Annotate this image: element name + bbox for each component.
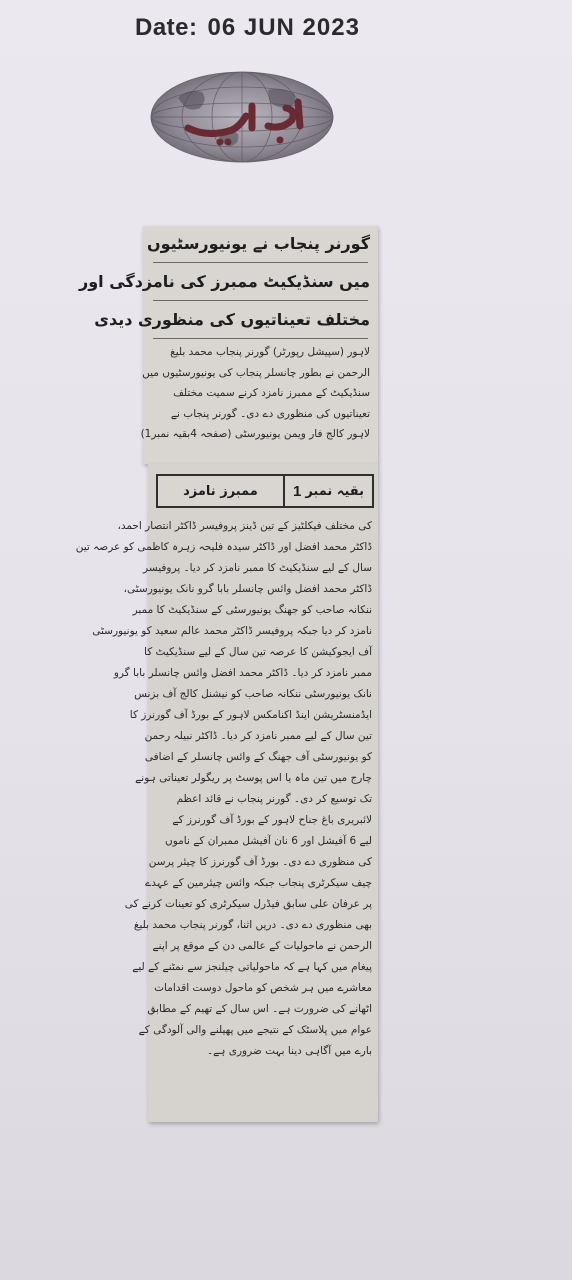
article-body [75,516,372,1062]
intro-line: تعیناتیوں کی منظوری دے دی۔ گورنر پنجاب نے [170,407,370,420]
body-line: بارے میں آگاہی دینا بہت ضروری ہے۔ [206,1045,372,1057]
body-line: آف ایجوکیشن کا عرصہ تین سال کے لیے سنڈیکیٹ کا [144,646,372,658]
body-line: لیے 6 آفیشل اور 6 نان آفیشل ممبران کے ناموں [165,835,372,847]
date-label: Date: [135,14,198,41]
headline-line-2: میں سنڈیکیٹ ممبرز کی نامزدگی اور [78,272,370,291]
headline-divider [153,338,368,339]
body-line: سال کے لیے سنڈیکیٹ کا ممبر نامزد کر دیا۔ پروفیسر [143,562,372,574]
continuation-header [156,474,374,508]
body-line: ڈاکٹر محمد افضل اور ڈاکٹر سیدہ فلیحہ زہرہ کاظمی کو عرصہ تین [75,541,372,553]
body-line: ممبر نامزد کر دیا۔ ڈاکٹر محمد افضل وائس چانسلر بابا گرو [113,667,372,679]
continuation-number: 1 [292,482,302,500]
body-line: کی منظوری دے دی۔ بورڈ آف گورنرز کا چیئر پرسن [148,856,372,868]
body-line: کو یونیورسٹی آف جھنگ کے وائس چانسلر کے اضافی [144,751,372,763]
body-line: اٹھانے کی ضرورت ہے۔ اس سال کے تھیم کے مطابق [147,1003,372,1015]
article-intro [140,342,370,445]
body-line: نامزد کر دیا جبکہ پروفیسر ڈاکٹر محمد عالم سعید کو یونیورسٹی [92,625,372,637]
intro-line: سنڈیکیٹ کے ممبرز نامزد کرنے سمیت مختلف [173,387,370,399]
date-stamp [135,12,375,44]
intro-line: لاہور کالج فار ویمن یونیورسٹی (صفحہ 4بقیہ نمبر1) [140,428,370,440]
continuation-title: ممبرز نامزد [183,483,258,499]
body-line: ایڈمنسٹریشن اینڈ اکنامکس لاہور کے بورڈ آف گورنرز کا [129,709,372,721]
headline-line-1: گورنر پنجاب نے یونیورسٹیوں [146,234,370,253]
body-line: ڈاکٹر محمد افضل وائس چانسلر بابا گرو نانک یونیورسٹی، [123,583,372,595]
body-line: الرحمن نے ماحولیات کے عالمی دن کے موقع پر اپنے [152,940,372,952]
body-line: معاشرے میں ہر شخص کو ماحول دوست اقدامات [154,982,372,994]
body-line: بھی منظوری دے دی۔ دریں اثنا، گورنر پنجاب محمد بلیغ [133,919,372,931]
body-line: تین سال کے لیے ممبر نامزد کر دیا۔ ڈاکٹر نبیلہ رحمن [144,730,372,742]
body-line: چیف سیکرٹری پنجاب جبکہ وائس چیئرمین کے عہدے [145,877,372,889]
globe-logo-icon [148,70,336,164]
continuation-label [283,476,372,506]
body-line: لائبریری باغ جناح لاہور کے بورڈ آف گورنرز کے [172,814,372,826]
news-clipping-continuation [75,464,378,1122]
intro-line: لاہور (سپیشل رپورٹر) گورنر پنجاب محمد بلیغ [170,346,370,358]
newspaper-logo-seal [148,70,336,164]
headline-line-3: مختلف تعیناتیوں کی منظوری دیدی [94,310,370,329]
intro-line: الرحمن نے بطور چانسلر پنجاب کی یونیورسٹیوں میں [142,366,370,379]
body-line: نانک یونیورسٹی ننکانہ صاحب کو نیشنل کالج آف بزنس [134,688,372,700]
continuation-label-text: بقیہ نمبر [305,483,364,499]
body-line: کی مختلف فیکلٹیز کے تین ڈینز پروفیسر ڈاکٹر انتصار احمد، [117,520,372,532]
headline-divider [153,300,368,301]
news-clipping-top [78,226,378,464]
body-line: ننکانہ صاحب کو جھنگ یونیورسٹی کے سنڈیکیٹ کا ممبر [132,604,372,616]
headline-divider [153,262,368,263]
body-line: پیغام میں کہا ہے کہ ماحولیاتی چیلنجز سے نمٹنے کے لیے [132,961,372,973]
body-line: عوام میں پلاسٹک کے نتیجے میں پھیلنے والی آلودگی کے [138,1024,372,1036]
body-line: پر عرفان علی سابق فیڈرل سیکرٹری کو تعینات کرنے کی [124,898,372,910]
body-line: چارج میں تین ماہ یا اس پوسٹ پر ریگولر تعیناتی ہونے [135,772,372,784]
date-value: 06 JUN 2023 [207,14,360,41]
body-line: تک توسیع کر دی۔ گورنر پنجاب نے قائد اعظم [176,793,372,805]
